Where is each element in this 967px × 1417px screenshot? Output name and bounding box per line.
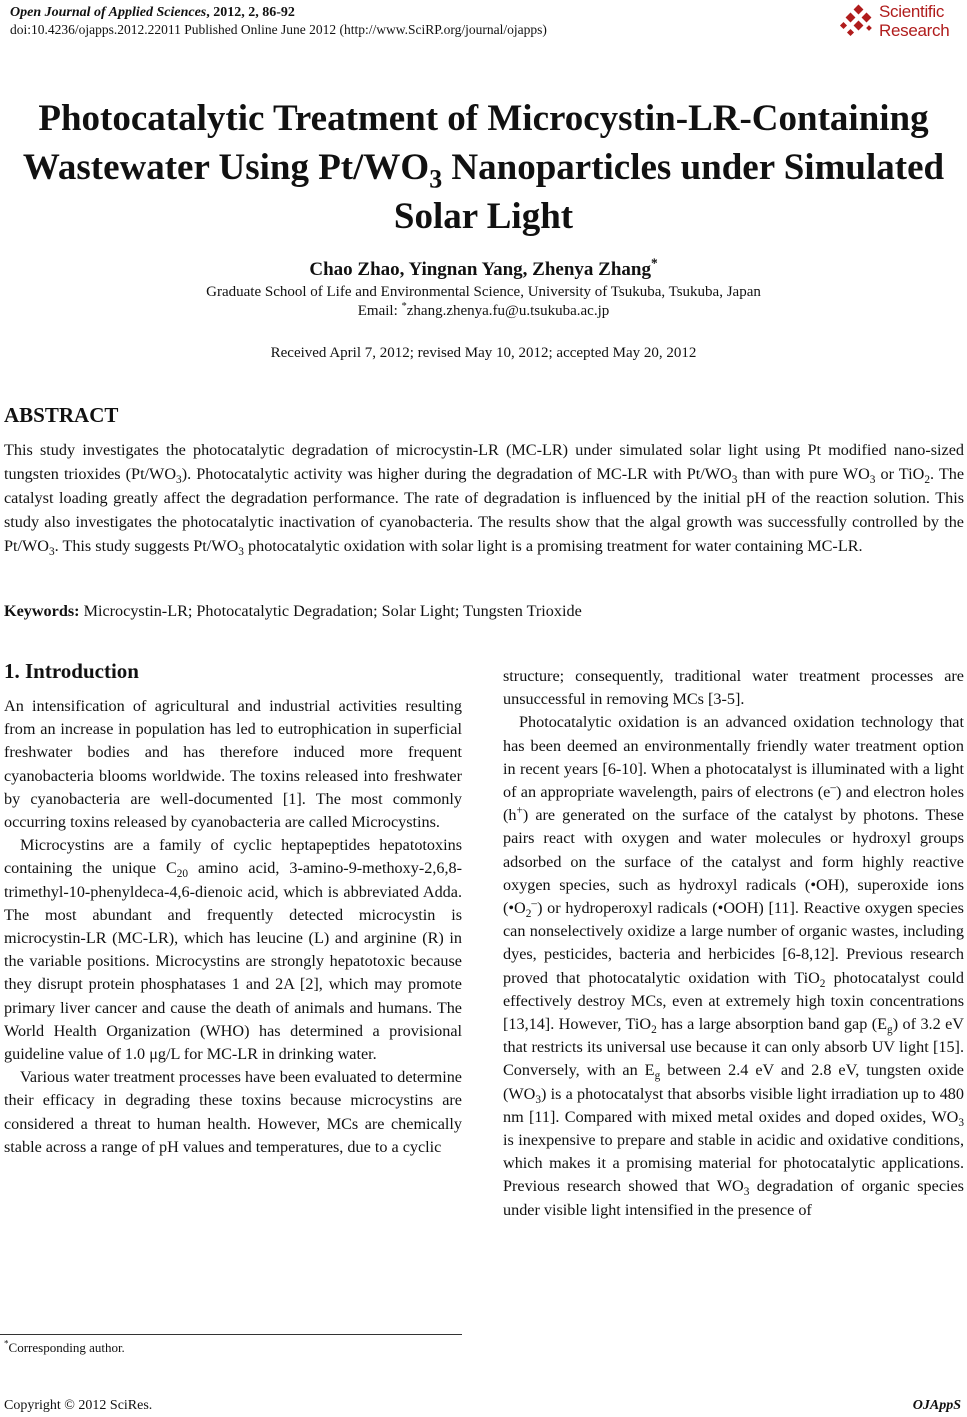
- paragraph: [503, 711, 964, 1221]
- title-line3: Solar Light: [393, 196, 574, 237]
- paragraph-text: Microcystins are a family of cyclic heptapeptides hepatotoxins containing the unique C: [4, 836, 462, 878]
- paragraph: Various water treatment processes have been evaluated to determine their efficacy in degrading these toxins because microcystins are considered a threat to human health. However, MCs are chemically stable across a range of pH values and temperatures, due to a cyclic: [4, 1068, 462, 1156]
- footnote-text: Corresponding author.: [8, 1340, 125, 1355]
- sub: 20: [176, 868, 189, 881]
- sub: 3: [958, 1117, 964, 1130]
- author-mark: *: [650, 255, 658, 271]
- title-line2a: Wastewater Using Pt/WO: [22, 147, 430, 188]
- title-sub: 3: [429, 164, 443, 194]
- sub: 3: [869, 474, 876, 487]
- keywords-list: Microcystin-LR; Photocatalytic Degradation; Solar Light; Tungsten Trioxide: [79, 602, 582, 620]
- abstract-text: ). Photocatalytic activity was higher during the degradation of MC-LR with Pt/WO: [181, 465, 732, 483]
- paragraph-text: degradation of organic species under visible light intensified in the presence of: [503, 1177, 964, 1219]
- copyright: Copyright © 2012 SciRes.: [4, 1398, 153, 1413]
- journal-citation: [10, 4, 295, 22]
- sub: 2: [651, 1024, 657, 1037]
- paragraph-text: ) or hydroperoxyl radicals (•OOH) [11]. Reactive oxygen species can nonselectively oxidize a large number of organic wastes, including dyes, pesticides, bacteria and herbicides [6-8,12]. Previous research proved that photocatalytic oxidation with TiO: [503, 899, 964, 987]
- journal-name: Open Journal of Applied Sciences: [10, 5, 207, 20]
- left-column: [4, 695, 462, 1305]
- paragraph-text: between 2.4 eV and 2.8 eV, tungsten oxide (WO: [503, 1061, 964, 1103]
- right-column: [503, 665, 964, 1365]
- paragraph-text: has a large absorption band gap (E: [656, 1015, 888, 1034]
- paper-title: [0, 94, 967, 241]
- footnote: [4, 1340, 125, 1356]
- journal-volume: , 2012, 2, 86-92: [206, 5, 295, 20]
- abstract-heading: ABSTRACT: [4, 403, 119, 427]
- sub: 3: [238, 546, 244, 559]
- affiliation: Graduate School of Life and Environmental Science, University of Tsukuba, Tsukuba, Japan: [206, 284, 761, 300]
- abstract-text: than with pure WO: [737, 465, 870, 483]
- author-names: Chao Zhao, Yingnan Yang, Zhenya Zhang: [309, 259, 651, 280]
- publisher-logo: [839, 2, 959, 44]
- abstract-text: This study investigates the photocatalytic degradation of microcystin-LR (MC-LR) under simulated solar light using Pt modified nano-sized tungsten trioxides (Pt/WO: [4, 441, 964, 483]
- section-heading: 1. Introduction: [4, 659, 139, 683]
- paragraph-text: ) of 3.2 eV that restricts its universal use because it can only absorb UV light [15]. Conversely, with an E: [503, 1015, 964, 1080]
- paragraph-text: ) is a photocatalyst that absorbs visible light irradiation up to 480 nm [11]. Compared with mixed metal oxides and doped oxides, WO: [503, 1084, 964, 1126]
- sub: g: [887, 1024, 893, 1037]
- sub: 3: [731, 474, 738, 487]
- sub: 2: [525, 908, 532, 921]
- abstract-text: photocatalytic oxidation with solar light is a promising treatment for water containing MC-LR.: [243, 537, 863, 555]
- sup: –: [830, 781, 836, 794]
- logo-line2: Research: [879, 21, 950, 40]
- logo-mark-icon: [839, 4, 877, 42]
- sub: 2: [924, 474, 930, 487]
- sub: 3: [743, 1186, 750, 1199]
- sub: g: [654, 1070, 661, 1083]
- footnote-rule: [0, 1334, 462, 1335]
- journal-abbreviation: OJAppS: [912, 1398, 961, 1413]
- paragraph-text: amino acid, 3-amino-9-methoxy-2,6,8-trimethyl-10-phenyldeca-4,6-dienoic acid, which is abbreviated Adda. The most abundant and frequently detected microcystin is microcystin-LR (MC-LR), which has leucine (L) and arginine (R) in the variable positions. Microcystins are strongly hepatotoxic because they disrupt protein phosphatases 1 and 2A [2], which may promote primary liver cancer and cause the death of animals and humans. The World Health Organization (WHO) has determined a provisional guideline value of 1.0 μg/L for MC-LR in drinking water.: [4, 859, 462, 1064]
- paragraph: An intensification of agricultural and industrial activities resulting from an increase in population has led to eutrophication in superficial freshwater bodies and has therefore induced more frequent cyanobacteria blooms worldwide. The toxins released into freshwater by cyanobacteria are well-documented [1]. The most commonly occurring toxins released by cyanobacteria are called Microcystins.: [4, 697, 462, 832]
- sup: +: [516, 804, 523, 817]
- sub: 3: [48, 546, 55, 559]
- paragraph-text: photocatalyst could effectively destroy MCs, even at extremely high toxin concentrations [13,14]. However, TiO: [503, 968, 964, 1034]
- keywords-label: Keywords:: [4, 602, 80, 620]
- received-dates: Received April 7, 2012; revised May 10, 2012; accepted May 20, 2012: [270, 345, 697, 361]
- title-line2b: Nanoparticles under Simulated: [442, 147, 945, 188]
- email-line: [0, 303, 967, 320]
- paragraph: [4, 834, 462, 1066]
- sup: –: [531, 897, 538, 910]
- email-address: zhang.zhenya.fu@u.tsukuba.ac.jp: [406, 303, 610, 319]
- abstract-text: . The catalyst loading greatly affect the degradation performance. The rate of degradation is influenced by the initial pH of the reaction solution. This study also investigates the photocatalytic inactivation of cyanobacteria. The results show that the algal growth was successfully controlled by the Pt/WO: [4, 465, 965, 555]
- sub: 3: [535, 1093, 542, 1106]
- abstract-text: . This study suggests Pt/WO: [54, 537, 239, 555]
- sub: 3: [176, 474, 182, 487]
- keywords: [4, 602, 964, 621]
- email-mark: *: [401, 301, 407, 312]
- doi-line: doi:10.4236/ojapps.2012.22011 Published Online June 2012 (http://www.SciRP.org/journal/ojapps): [10, 22, 547, 37]
- sub: 2: [819, 977, 826, 990]
- abstract-body: [4, 438, 964, 558]
- abstract-text: or TiO: [875, 465, 925, 483]
- superoxide: •O: [508, 899, 526, 918]
- title-line1: Photocatalytic Treatment of Microcystin-LR-Containing: [38, 98, 929, 139]
- email-label: Email:: [357, 303, 402, 319]
- paragraph-text: ) are generated on the surface of the catalyst by photons. These pairs react with oxygen and water molecules or hydroxyl groups adsorbed on the surface of the catalyst and form highly reactive oxygen species, such as hydroxyl radicals (•OH), superoxide ions (: [503, 806, 964, 918]
- authors: [0, 255, 967, 281]
- paragraph: structure; consequently, traditional water treatment processes are unsuccessful in removing MCs [3-5].: [503, 667, 964, 709]
- paragraph-text: is inexpensive to prepare and stable in acidic and oxidative conditions, which makes it a promising material for photocatalytic applications. Previous research showed that WO: [503, 1131, 964, 1196]
- footnote-mark: *: [4, 1338, 9, 1349]
- logo-line1: Scientific: [879, 2, 945, 21]
- paragraph-text: ) and electron holes (h: [503, 783, 964, 825]
- paragraph-text: Photocatalytic oxidation is an advanced oxidation technology that has been deemed an environmentally friendly water treatment option in recent years [6-10]. When a photocatalyst is illuminated with a light of an appropriate wavelength, pairs of electrons (e: [503, 713, 964, 802]
